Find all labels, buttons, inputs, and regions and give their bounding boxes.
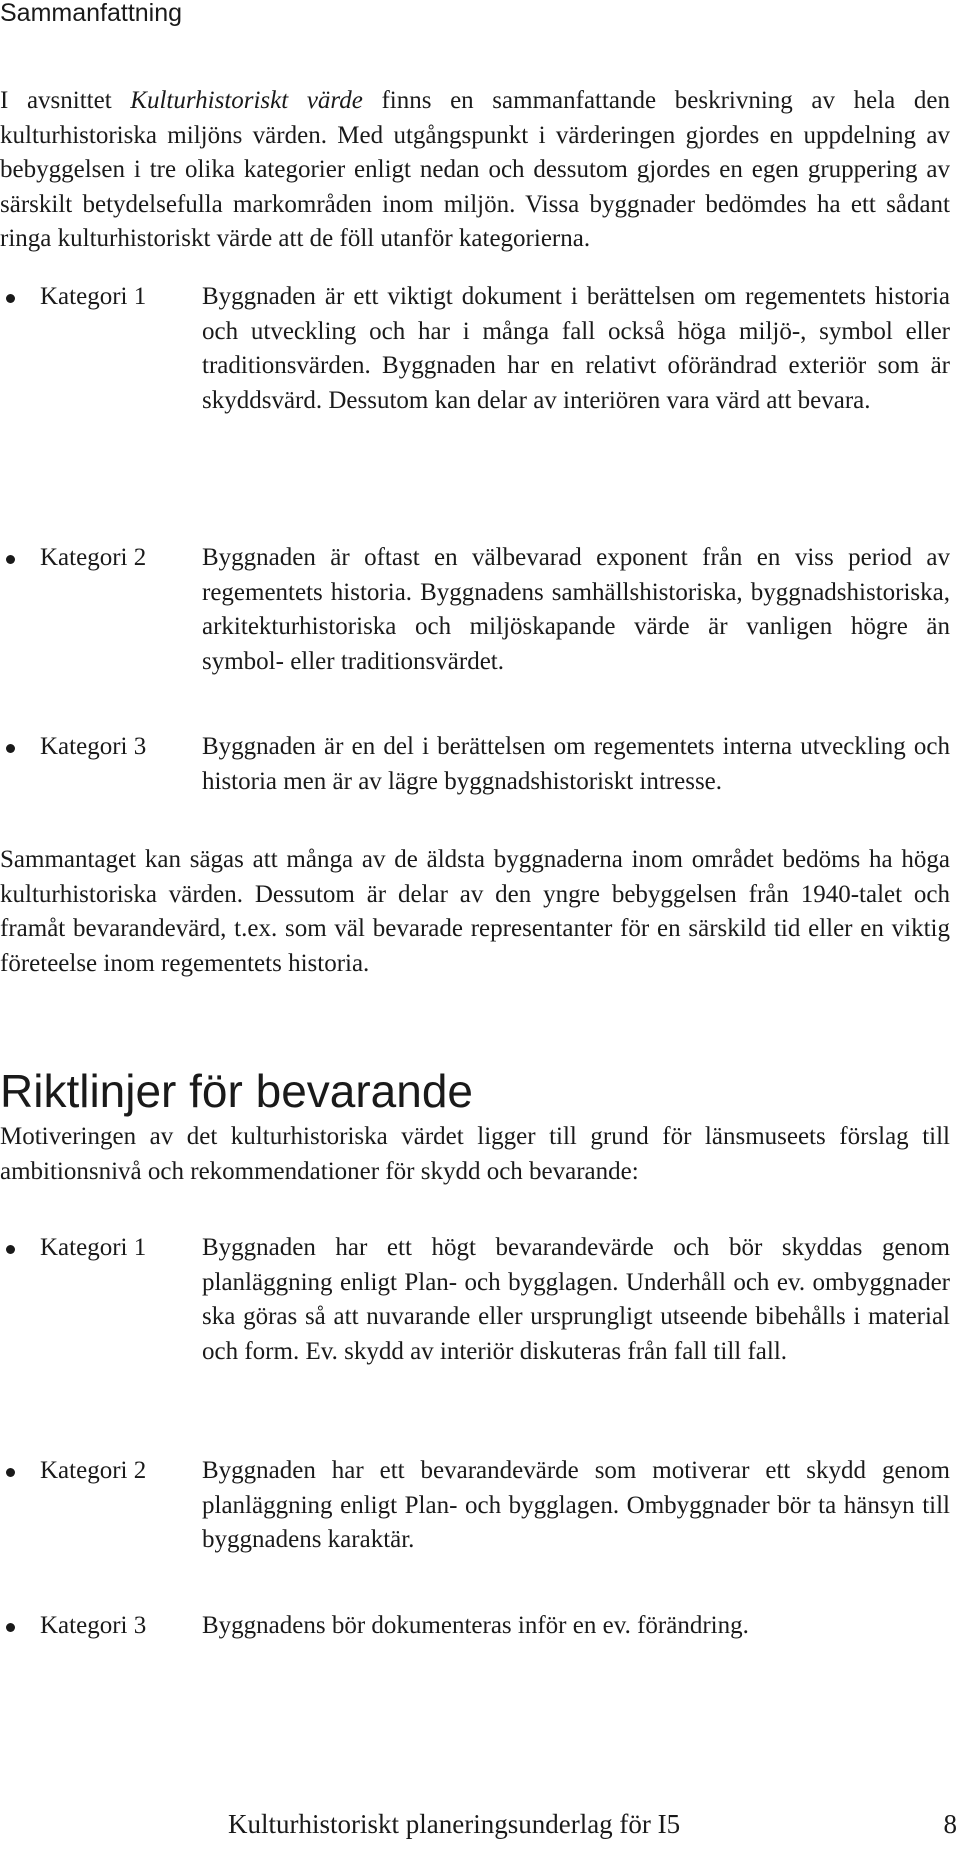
- category-label: Kategori 2: [40, 1457, 147, 1484]
- category-label: Kategori 2: [40, 544, 147, 571]
- summary-heading: Sammanfattning: [0, 0, 183, 27]
- bullet-icon: [6, 555, 15, 564]
- category-label: Kategori 1: [40, 283, 147, 310]
- bullet-icon: [6, 294, 15, 303]
- footer-page-number: 8: [943, 1809, 957, 1839]
- intro-italic-reference: Kulturhistoriskt värde: [130, 87, 363, 114]
- bullet-icon: [6, 1245, 15, 1254]
- category-description: Byggnaden är ett viktigt dokument i berättelsen om regementets historia och utveckling och har i många fall också höga miljö-, symbol eller traditionsvärden. Byggnaden har en relativt oförändrad exteriör som är skyddsvärd. Dessutom kan delar av interiören vara värd att bevara.: [202, 283, 950, 414]
- bullet-icon: [6, 1623, 15, 1632]
- guidelines-intro-paragraph: Motiveringen av det kulturhistoriska värdet ligger till grund för länsmuseets förslag till ambitionsnivå och rekommendationer för skydd och bevarande:: [0, 1123, 950, 1185]
- summary-conclusion-paragraph: Sammantaget kan sägas att många av de äldsta byggnaderna inom området bedöms ha höga kulturhistoriska värden. Dessutom är delar av den yngre bebyggelsen från 1940-talet och framåt bevarandevärd, t.ex. som väl bevarade representanter för en särskild tid eller en viktig företeelse inom regementets historia.: [0, 846, 950, 977]
- summary-intro-paragraph: [0, 84, 950, 257]
- category-description: Byggnaden är oftast en välbevarad exponent från en viss period av regementets historia. Byggnadens samhällshistoriska, byggnadshistoriska, arkitekturhistoriska och miljöskapande värde är vanligen högre än symbol- eller traditionsvärdet.: [202, 544, 950, 675]
- bullet-icon: [6, 744, 15, 753]
- intro-prefix: I avsnittet: [0, 87, 131, 114]
- category-label: Kategori 1: [40, 1234, 147, 1261]
- category-description: Byggnaden har ett högt bevarandevärde och bör skyddas genom planläggning enligt Plan- och bygglagen. Underhåll och ev. ombyggnader ska göras så att nuvarande eller ursprungligt utseende bibehålls i material och form. Ev. skydd av interiör diskuteras från fall till fall.: [202, 1234, 950, 1365]
- category-description: Byggnaden har ett bevarandevärde som motiverar ett skydd genom planläggning enligt Plan- och bygglagen. Ombyggnader bör ta hänsyn till byggnadens karaktär.: [202, 1457, 950, 1553]
- category-label: Kategori 3: [40, 733, 147, 760]
- footer-document-title: Kulturhistoriskt planeringsunderlag för I5: [228, 1809, 681, 1839]
- category-label: Kategori 3: [40, 1612, 147, 1639]
- category-description: Byggnaden är en del i berättelsen om regementets interna utveckling och historia men är av lägre byggnadshistoriskt intresse.: [202, 733, 950, 795]
- category-description: Byggnadens bör dokumenteras inför en ev. förändring.: [202, 1612, 749, 1639]
- bullet-icon: [6, 1468, 15, 1477]
- intro-suffix: finns en sammanfattande beskrivning av hela den kulturhistoriska miljöns värden. Med utgångspunkt i värderingen gjordes en uppdelning av bebyggelsen i tre olika kategorier enligt nedan och dessutom gjordes en egen gruppering av särskilt betydelsefulla markområden inom miljön. Vissa byggnader bedömdes ha ett sådant ringa kulturhistoriskt värde att de föll utanför kategorierna.: [0, 87, 951, 252]
- guidelines-heading: Riktlinjer för bevarande: [0, 1065, 474, 1117]
